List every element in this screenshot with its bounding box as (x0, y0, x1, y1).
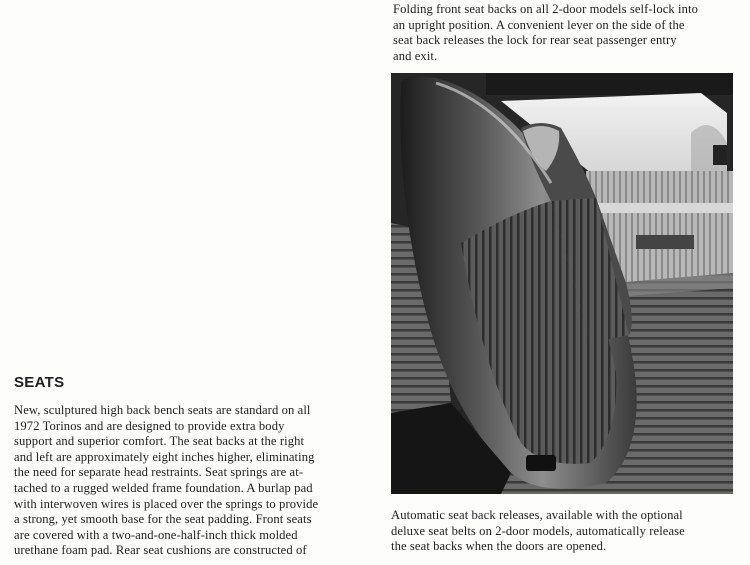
seat-photo (391, 73, 733, 494)
section-body: New, sculptured high back bench seats are standard on all 1972 Torinos and are designed to provide extra body support and superior comfort. The seat backs at the right and left are approximately eight inches higher, eliminating the need for separate head restraints. Seat springs are at- tached to a rugged welded frame foundation. A burlap pad with interwoven wires is placed over the springs to provide a strong, yet smooth base for the seat padding. Front seats are covered with a two-and-one-half-inch thick molded urethane foam pad. Rear seat cushions are constructed of (14, 403, 319, 558)
section-heading: SEATS (14, 374, 65, 391)
bottom-caption: Automatic seat back releases, available with the optional deluxe seat belts on 2-door models, automatically release the seat backs when the doors are opened. (391, 508, 685, 554)
seat-photo-illustration (391, 73, 733, 494)
top-caption: Folding front seat backs on all 2-door models self-lock into an upright position. A convenient lever on the side of the seat back releases the lock for rear seat passenger entry and exit. (393, 2, 699, 63)
